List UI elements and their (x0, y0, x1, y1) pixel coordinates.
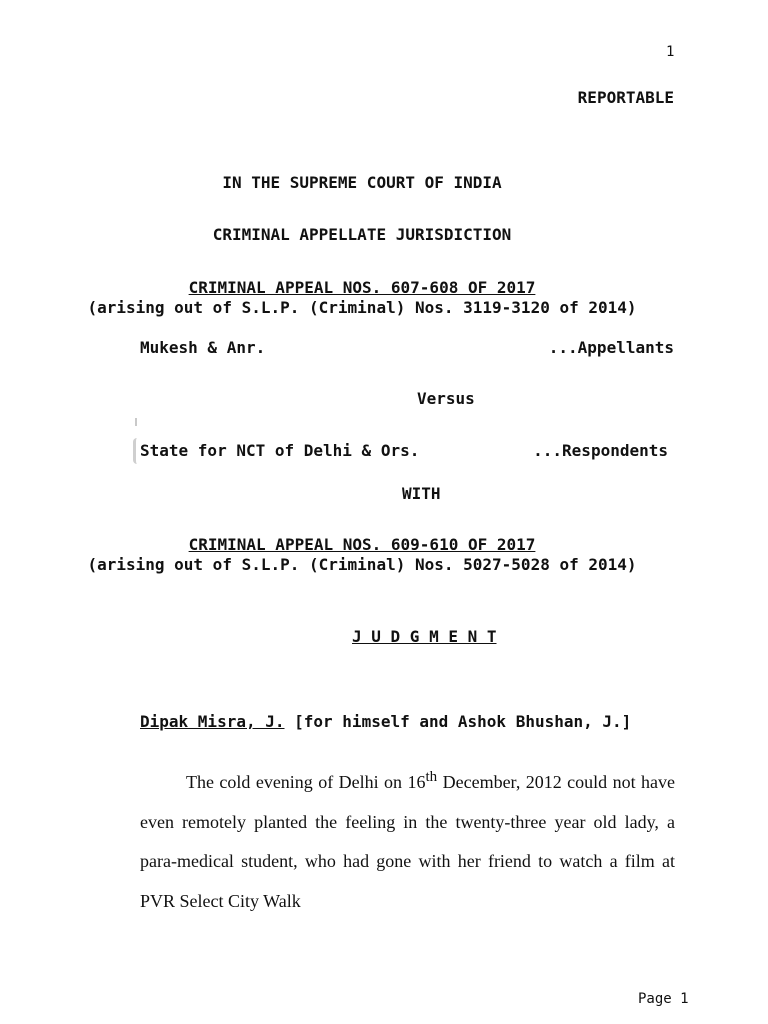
reportable-label: REPORTABLE (577, 88, 674, 107)
judge-line (140, 712, 631, 731)
paragraph-superscript: th (425, 769, 438, 785)
jurisdiction: CRIMINAL APPELLATE JURISDICTION (212, 225, 512, 244)
appeal-arising-secondary: (arising out of S.L.P. (Criminal) Nos. 5027-5028 of 2014) (87, 555, 637, 574)
judgment-paragraph (140, 758, 675, 921)
paragraph-part-2: December, 2012 could not have even remotely planted the feeling in the twenty-three year old lady, a para-medical student, who had gone with her friend to watch a film at PVR Select City Walk (140, 772, 675, 911)
page-number: 1 (666, 44, 675, 60)
court-name: IN THE SUPREME COURT OF INDIA (222, 173, 502, 192)
appellant-role: ...Appellants (548, 338, 674, 357)
appeal-arising-primary: (arising out of S.L.P. (Criminal) Nos. 3119-3120 of 2014) (87, 298, 637, 317)
respondent-role: ...Respondents (533, 441, 668, 460)
judge-name: Dipak Misra, J. (140, 712, 285, 731)
judgment-heading (352, 627, 497, 646)
appellant-name: Mukesh & Anr. (140, 338, 266, 357)
appeal-title-secondary-text: CRIMINAL APPEAL NOS. 609-610 OF 2017 (188, 535, 536, 554)
scan-artifact-marks (133, 418, 139, 466)
with-label: WITH (402, 484, 441, 503)
judge-note: [for himself and Ashok Bhushan, J.] (284, 712, 632, 731)
versus-label: Versus (417, 389, 475, 408)
appeal-title-secondary (0, 535, 746, 554)
appeal-title-primary (0, 278, 746, 297)
paragraph-part-1: The cold evening of Delhi on 16 (186, 772, 426, 792)
respondent-name: State for NCT of Delhi & Ors. (140, 441, 420, 460)
judgment-heading-text: J U D G M E N T (352, 627, 497, 646)
footer-page-label: Page 1 (638, 991, 689, 1007)
appeal-title-primary-text: CRIMINAL APPEAL NOS. 607-608 OF 2017 (188, 278, 536, 297)
